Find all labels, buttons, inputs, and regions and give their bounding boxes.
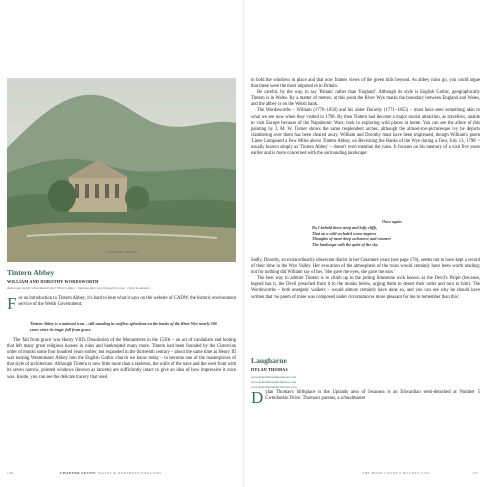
paragraph: Be careful, by the way, to say 'Britain' rather than 'England'. Although its style is English Gothic, geographically Tintern is in Wales. By a matter of metres: at this point the River Wye marks the boundary between England and Wales, and the abbey is on the Welsh bank. [251,90,480,108]
drop-cap: D [251,388,264,407]
poem-line: Do I behold these steep and lofty cliffs, [312,225,378,231]
paragraph: The 'fall from grace' was Henry VIII's Dissolution of the Monasteries in the 1530s – an act of vandalism and looting that left many great religious houses in ruins and bankrupted many more. Tintern had been founded by the Cistercian order of monks some four hundred years earlier, but expanded in the thirteenth century – about the same time as Henry III was turning Westminster Abbey into the English Gothic church we know today – to become one of the masterpieces of that style of architecture. Although Tintern is now little more than a skeleton, the walls of the nave and the west front with its seven narrow, pointed windows (known as lancets) are sufficiently intact to give an idea of how impressive it once was. Inside, you can see the delicate tracery that used [7,338,236,380]
drop-cap: F [7,294,17,313]
chapter-region: WALES & NORTHERN ENGLAND [98,471,162,475]
abbey-landscape-illustration [7,78,236,262]
right-running-head: THE BOOK LOVER'S BUCKET LIST [362,471,431,475]
plate-caption: TINTERN ABBEY [105,250,138,254]
poem-excerpt [312,219,472,247]
intro-text: or an introduction to Tintern Abbey, it's hard to beat what it says on the website of CADW, the historic environment service of the Welsh Government: [18,296,236,308]
website-link[interactable]: www.dylanthomasbirthhouse.com [251,385,297,390]
poem-line: The landscape with the quiet of the sky. [312,241,379,247]
chapter-label: CHAPTER SEVEN: [60,471,97,475]
website-link[interactable]: www.dylanthomasbirthplace.com [251,380,297,385]
right-page [244,0,487,487]
page-number-right: 187 [472,471,479,475]
paragraph: to hold the windows in place and that now frames views of the green hills beyond. As abbey ruins go, you could argue that these were the most impressive in Britain. [251,78,480,90]
section-heading-laugharne: Laugharne [251,356,287,365]
author-byline-wordsworth: WILLIAM AND DOROTHY WORDSWORTH [7,279,99,284]
body-text-right-middle [251,258,480,301]
intro-paragraph [7,294,236,313]
paragraph: The best way to admire Tintern is to climb up to the jutting limestone rock known as the Devil's Pulpit (because, legend has it, the Devil preached from it to the monks below, urging them to desert their order and turn to him). The Wordsworths – both energetic walkers – would almost certainly have done so, and you can see why he should have written that 'no poem of mine was composed under circumstances more pleasant for me to remember than this'. [251,276,480,300]
abbey-painting [7,78,236,262]
poem-line: Thoughts of more deep seclusion; and connect [312,236,391,242]
laugharne-intro-text: ylan Thomas's birthplace is the Uplands area of Swansea is an Edwardian semi-detached at Number 5 Cwmdonkin Drive. Thomas's parents, a schoolmaster [265,390,480,402]
page-number-left: 186 [7,471,14,475]
left-running-head [60,471,161,475]
body-text-right-top [251,78,480,157]
cadw-quote: Tintern Abbey is a national icon – still standing in roofless splendour on the banks of the River Wye nearly 500 years since its tragic fall from grace. [30,321,217,332]
body-text-left [7,338,236,381]
paragraph: The Wordsworths – William (1770–1850) and his sister Dorothy (1771–1855) – must have seen something akin to what we see now when they visited in 1798. By then Tintern had become a major tourist attraction, as travellers, unable to visit Europe because of the Napoleonic Wars, took to exploring wild places at home. You can see the allure of this painting by J. M. W. Turner shows the same resplendent arches, although the almost-too-picturesque ivy he depicts clambering over them has been cleared away. William and Dorothy must have been impressed, though William's poem 'Lines Composed a Few Miles above Tintern Abbey, on Revisiting the Banks of the Wye during a Tour, July 13, 1798' – usually known simply as 'Tintern Abbey' – doesn't even mention the ruins. It focuses on his memory of a visit five years earlier and is more concerned with the surrounding landscape: [251,108,480,157]
poem-line: That on a wild secluded scene impress [312,230,377,236]
poem-line: Once again [382,219,402,224]
visitor-info-caption: Aedan quo melior virtus placuit inter Tintern abbey · Opening days says through the year · check in advance [7,286,151,290]
left-page [0,0,243,487]
website-link[interactable]: www.dylanthomasboathouse.com [251,375,297,379]
author-byline-thomas: DYLAN THOMAS [251,367,288,372]
section-heading-tintern: Tintern Abbey [7,268,55,277]
laugharne-intro [251,388,480,407]
paragraph: Sadly, Dorothy, an extraordinarily observant diarist in her Grasmere years (see page 176), seems not to have kept a record of their time in the Wye Valley. Her evocation of the atmosphere of the ruins would certainly have been worth reading; not for nothing did William say of her, 'She gave me eyes, she gave me ears.' [251,258,480,276]
